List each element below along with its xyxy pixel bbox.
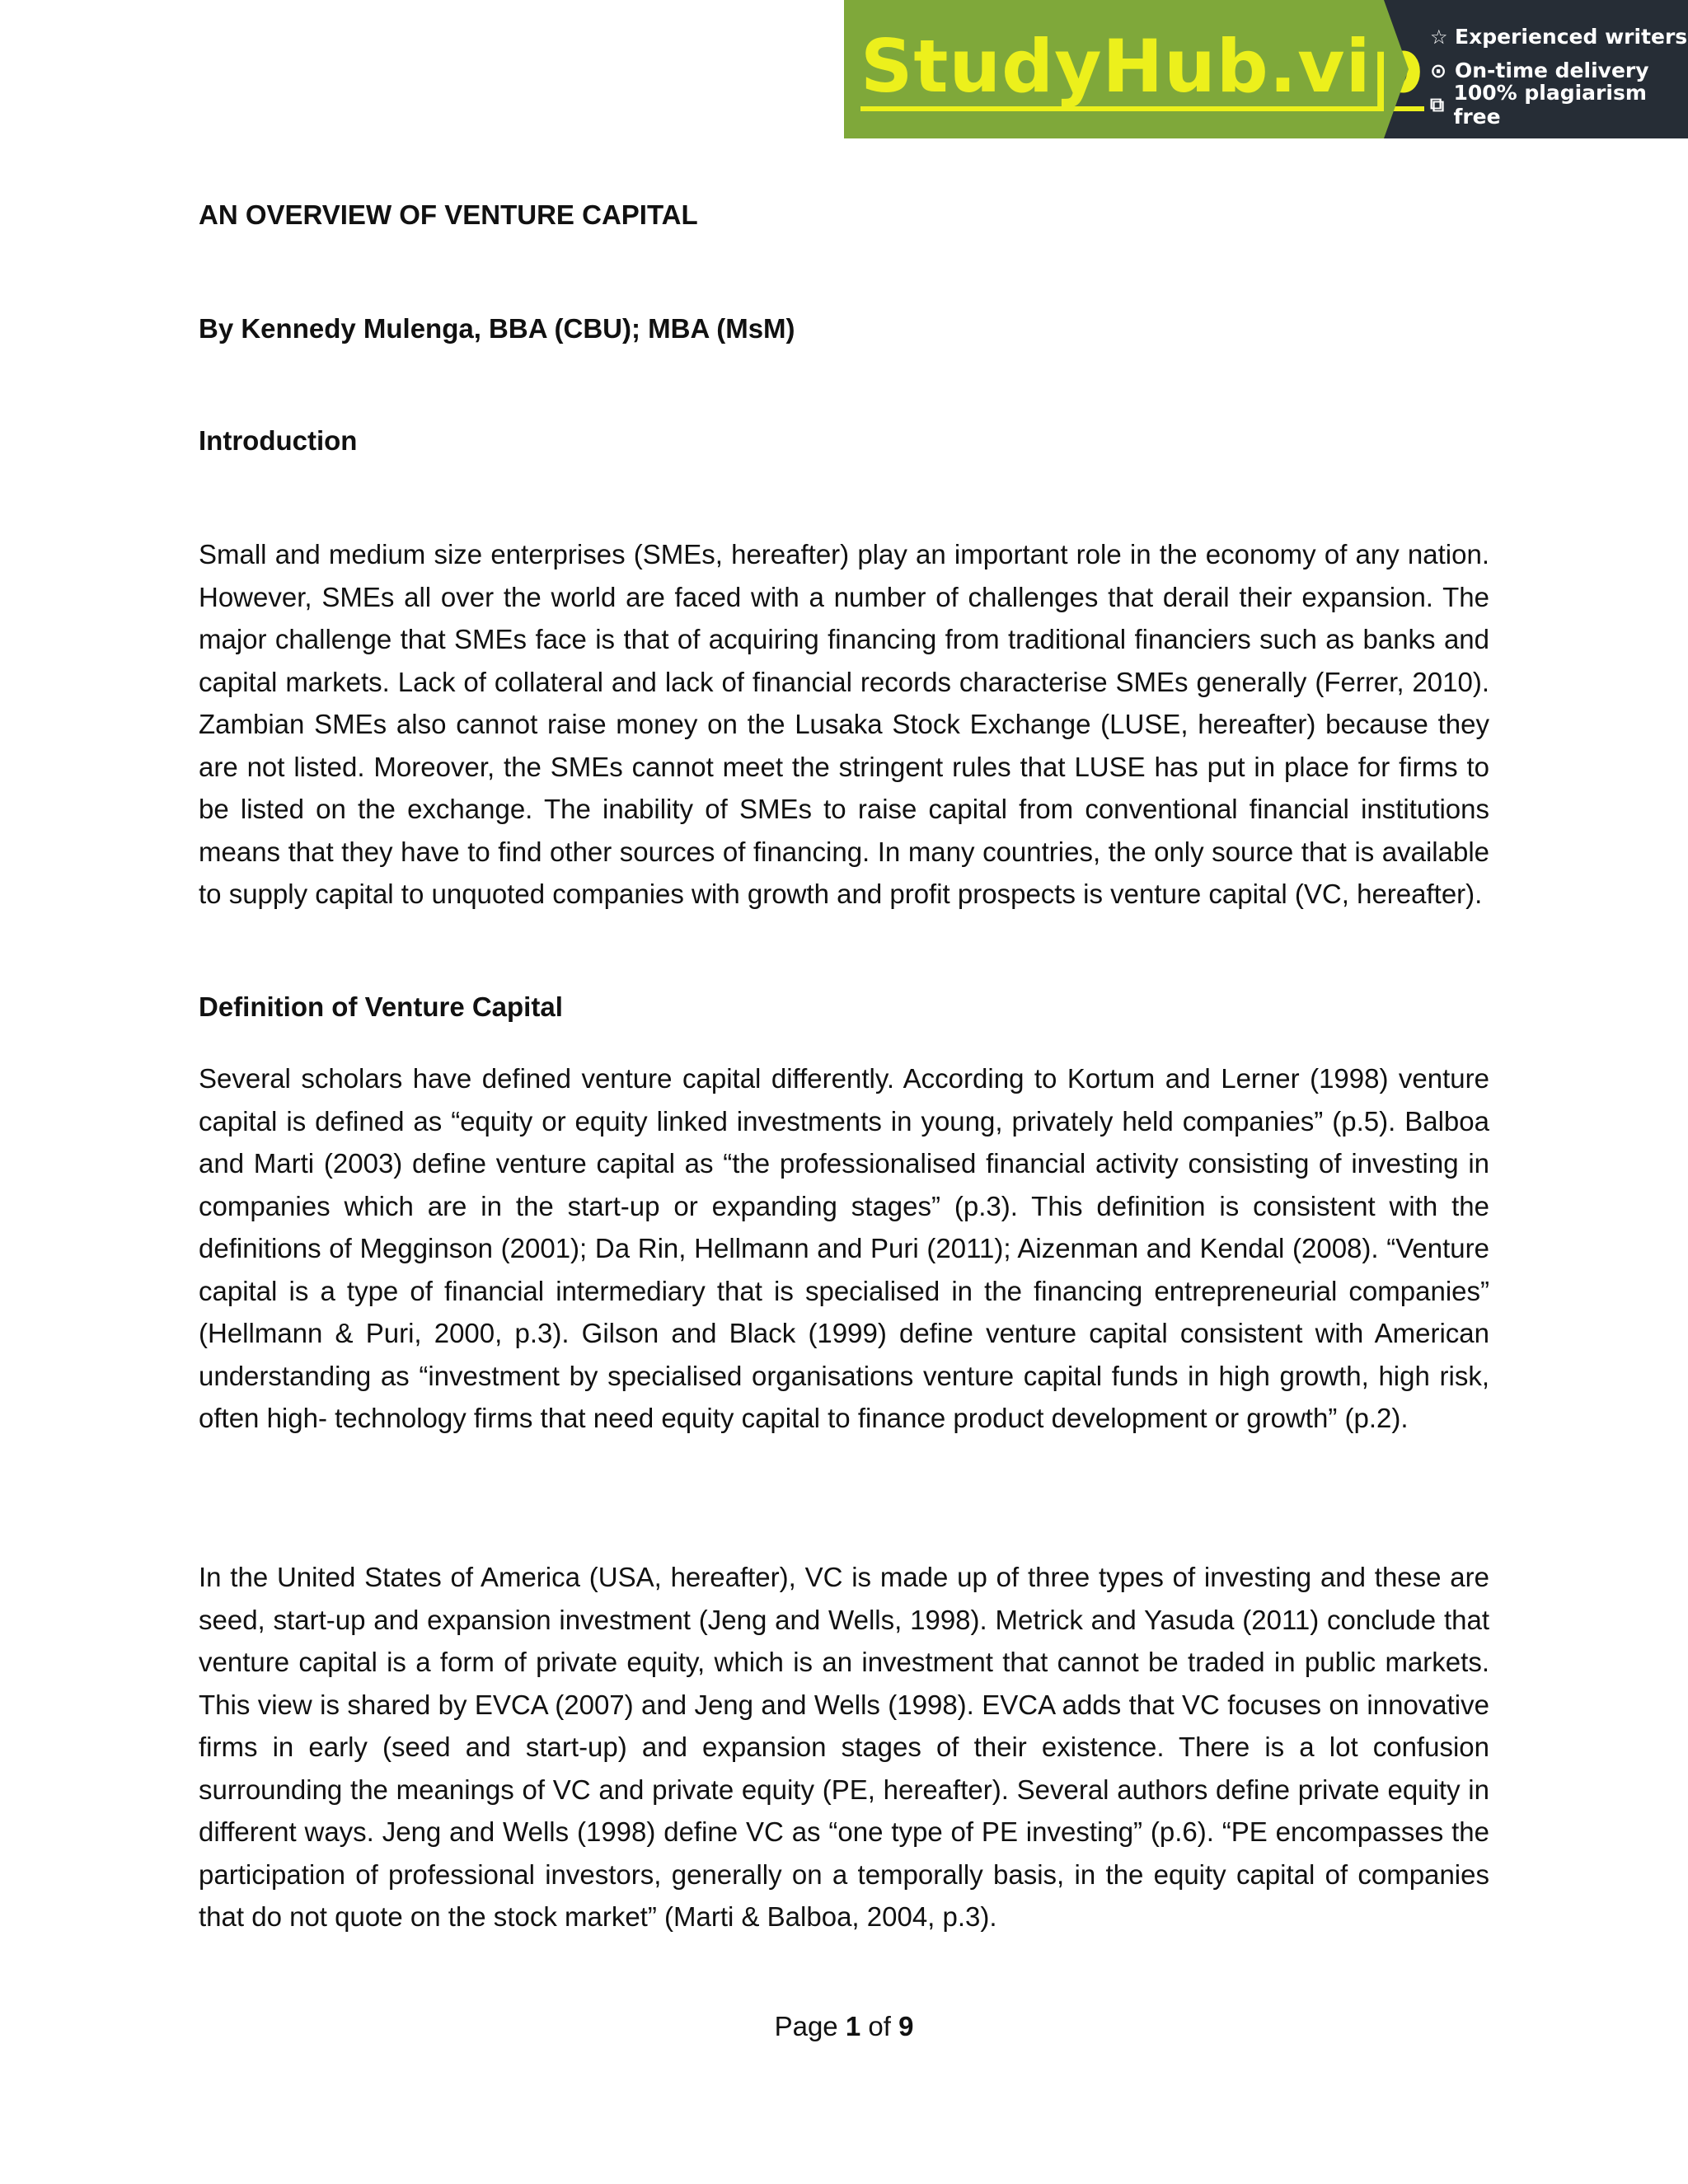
- banner-arrow-shape: [1384, 0, 1409, 138]
- paragraph-definition-2: In the United States of America (USA, hereafter), VC is made up of three types of investing and these are seed, start-up and expansion investment (Jeng and Wells, 1998). Metrick and Yasuda (2011) conclude that venture capital is a form of private equity, which is an investment that cannot be traded in public markets. This view is shared by EVCA (2007) and Jeng and Wells (1998). EVCA adds that VC focuses on innovative firms in early (seed and start-up) and expansion stages of their existence. There is a lot confusion surrounding the meanings of VC and private equity (PE, hereafter). Several authors define private equity in different ways. Jeng and Wells (1998) define VC as “one type of PE investing” (p.6). “PE encompasses the participation of professional investors, generally on a temporally basis, in the equity capital of companies that do not quote on the stock market” (Marti & Balboa, 2004, p.3).: [199, 1562, 1489, 1932]
- section-heading-definition: Definition of Venture Capital: [199, 991, 563, 1022]
- total-pages: 9: [898, 2011, 914, 2041]
- page-label: Page: [774, 2011, 838, 2041]
- banner-features-panel: [1384, 0, 1688, 138]
- document-author: By Kennedy Mulenga, BBA (CBU); MBA (MsM): [199, 313, 795, 344]
- feature-label: On-time delivery: [1455, 59, 1649, 82]
- feature-label: 100% plagiarism free: [1453, 80, 1647, 129]
- feature-label: Experienced writers: [1455, 25, 1688, 49]
- paragraph-definition-1: Several scholars have defined venture capital differently. According to Kortum and Lerner (1998) venture capital is defined as “equity or equity linked investments in young, privately held companies” (p.5). Balboa and Marti (2003) define venture capital as “the professionalised financial activity consisting of investing in companies which are in the start-up or expanding stages” (p.3). This definition is consistent with the definitions of Megginson (2001); Da Rin, Hellmann and Puri (2011); Aizenman and Kendal (2008). “Venture capital is a type of financial intermediary that is specialised in the financing entrepreneurial companies” (Hellmann & Puri, 2000, p.3). Gilson and Black (1999) define venture capital consistent with American understanding as “investment by specialised organisations venture capital funds in high growth, high risk, often high- technology firms that need equity capital to finance product development or growth” (p.2).: [199, 1063, 1489, 1433]
- paragraph-introduction: Small and medium size enterprises (SMEs, hereafter) play an important role in the economy of any nation. However, SMEs all over the world are faced with a number of challenges that derail their expansion. The major challenge that SMEs face is that of acquiring financing from traditional financiers such as banks and capital markets. Lack of collateral and lack of financial records characterise SMEs generally (Ferrer, 2010). Zambian SMEs also cannot raise money on the Lusaka Stock Exchange (LUSE, hereafter) because they are not listed. Moreover, the SMEs cannot meet the stringent rules that LUSE has put in place for firms to be listed on the exchange. The inability of SMEs to raise capital from conventional financial institutions means that they have to find other sources of financing. In many countries, the only source that is available to supply capital to unquoted companies with growth and profit prospects is venture capital (VC, hereafter).: [199, 539, 1489, 909]
- page-number: 1: [845, 2011, 861, 2041]
- document-title: AN OVERVIEW OF VENTURE CAPITAL: [199, 199, 698, 230]
- section-heading-introduction: Introduction: [199, 425, 358, 456]
- page-footer: [0, 2011, 1688, 2042]
- copy-icon: ⧉: [1430, 92, 1445, 116]
- clock-icon: ⊙: [1430, 59, 1447, 82]
- of-label: of: [868, 2011, 891, 2041]
- logo-text: StudyHub.vip: [860, 27, 1424, 111]
- feature-experienced-writers: [1430, 20, 1688, 54]
- star-icon: ☆: [1430, 25, 1448, 49]
- studyhub-banner[interactable]: [844, 0, 1688, 138]
- feature-plagiarism-free: [1430, 80, 1688, 129]
- studyhub-logo[interactable]: [844, 0, 1424, 138]
